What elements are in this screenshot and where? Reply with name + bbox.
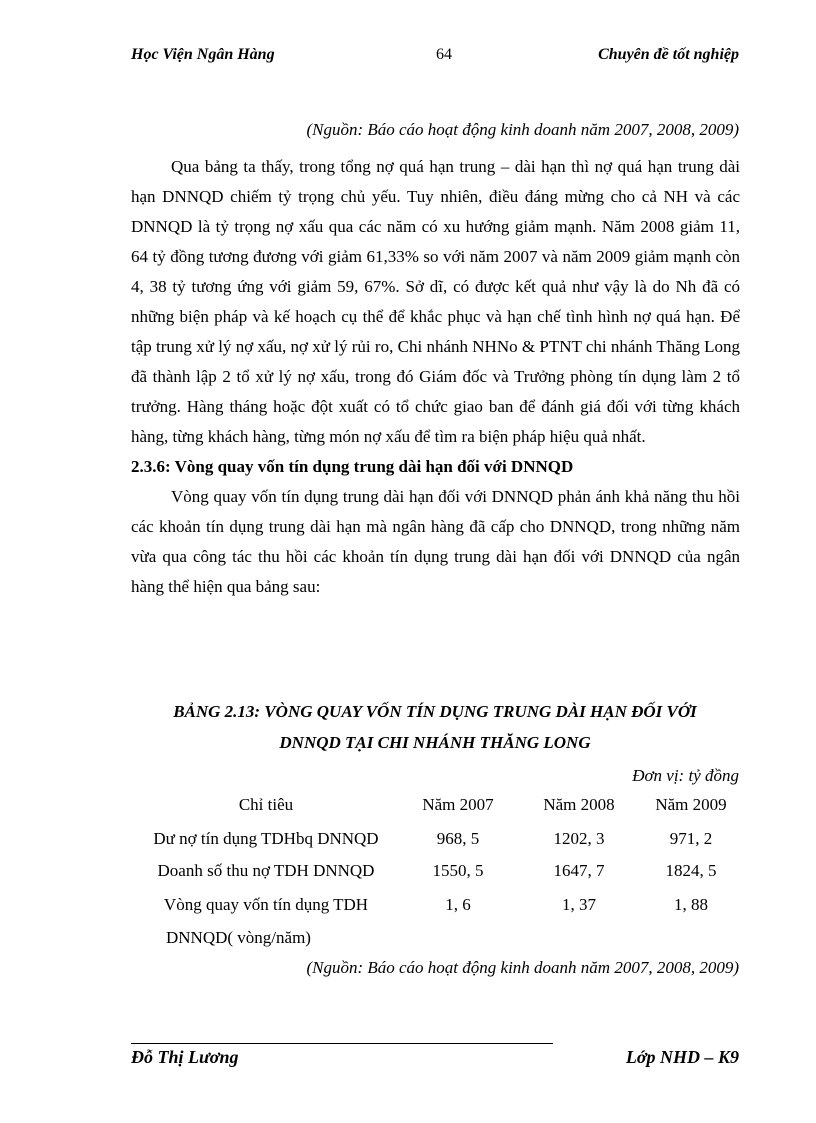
table-row — [131, 829, 739, 860]
header-page-number: 64 — [436, 46, 452, 63]
table-cell: 1, 88 — [674, 895, 708, 914]
header-document-type: Chuyên đề tốt nghiệp — [598, 46, 739, 63]
table-row — [131, 895, 739, 926]
table-cell: 971, 2 — [669, 829, 713, 848]
data-table — [131, 795, 739, 959]
header-cell: Chỉ tiêu — [238, 795, 294, 814]
header-institution: Học Viện Ngân Hàng — [131, 46, 275, 63]
table-cell: Doanh số thu nợ TDH DNNQD — [157, 861, 375, 880]
paragraph-analysis: Qua bảng ta thấy, trong tổng nợ quá hạn trung – dài hạn thì nợ quá hạn trung dài hạn DNNQD chiếm tỷ trọng chủ yếu. Tuy nhiên, điều đáng mừng cho cả NH và các DNNQD là tỷ trọng nợ xấu qua các năm có xu hướng giảm mạnh. Năm 2008 giảm 11, 64 tỷ đồng tương đương với giảm 61,33% so với năm 2007 và năm 2009 giảm mạnh còn 4, 38 tỷ tương ứng với giảm 59, 67%. Sở dĩ, có được kết quả như vậy là do Nh đã có những biện pháp và kế hoạch cụ thể để khắc phục và hạn chế tình hình nợ quá hạn. Để tập trung xử lý nợ xấu, nợ xử lý rủi ro, Chi nhánh NHNo & PTNT chi nhánh Thăng Long đã thành lập 2 tổ xử lý nợ xấu, trong đó Giám đốc và Trưởng phòng tín dụng làm 2 tổ trưởng. Hàng tháng hoặc đột xuất có tổ chức giao ban để đánh giá đối với từng khách hàng, từng khách hàng, từng món nợ xấu để tìm ra biện pháp hiệu quả nhất. — [131, 157, 740, 446]
table-cell: 1824, 5 — [665, 861, 717, 880]
header-cell: Năm 2008 — [543, 795, 615, 814]
table-cell: Vòng quay vốn tín dụng TDH — [163, 895, 369, 914]
table-header-row — [131, 795, 739, 826]
table-cell: 1, 37 — [562, 895, 596, 914]
header-cell: Năm 2009 — [655, 795, 727, 814]
table-row-continuation — [131, 928, 739, 959]
body-text — [131, 152, 740, 602]
page-header — [131, 46, 739, 72]
table-title-line1: BẢNG 2.13: VÒNG QUAY VỐN TÍN DỤNG TRUNG DÀI HẠN ĐỐI VỚI — [173, 702, 697, 721]
footer-class: Lớp NHD – K9 — [625, 1047, 739, 1067]
footer-divider — [131, 1043, 553, 1044]
header-cell: Năm 2007 — [422, 795, 494, 814]
section-heading: 2.3.6: Vòng quay vốn tín dụng trung dài hạn đối với DNNQD — [131, 457, 574, 476]
paragraph-intro: Vòng quay vốn tín dụng trung dài hạn đối với DNNQD phản ánh khả năng thu hồi các khoản tín dụng trung dài hạn mà ngân hàng đã cấp cho DNNQD, trong những năm vừa qua công tác thu hồi các khoản tín dụng trung dài hạn đối với DNNQD của ngân hàng thể hiện qua bảng sau: — [131, 487, 740, 596]
table-cell: 1647, 7 — [553, 861, 605, 880]
table-unit: Đơn vị: tỷ đồng — [632, 766, 739, 785]
table-cell: 1202, 3 — [553, 829, 605, 848]
table-cell: 968, 5 — [436, 829, 480, 848]
table-cell: 1, 6 — [445, 895, 471, 914]
source-note-bottom: (Nguồn: Báo cáo hoạt động kinh doanh năm 2007, 2008, 2009) — [306, 958, 739, 977]
table-row — [131, 861, 739, 892]
footer-author: Đỗ Thị Lương — [131, 1047, 239, 1067]
table-cell: 1550, 5 — [432, 861, 484, 880]
table-title-line2: DNNQD TẠI CHI NHÁNH THĂNG LONG — [279, 733, 591, 752]
page-footer — [131, 1047, 739, 1075]
table-cell: DNNQD( vòng/năm) — [166, 928, 311, 947]
table-cell: Dư nợ tín dụng TDHbq DNNQD — [153, 829, 379, 848]
source-note-top: (Nguồn: Báo cáo hoạt động kinh doanh năm 2007, 2008, 2009) — [306, 120, 739, 139]
